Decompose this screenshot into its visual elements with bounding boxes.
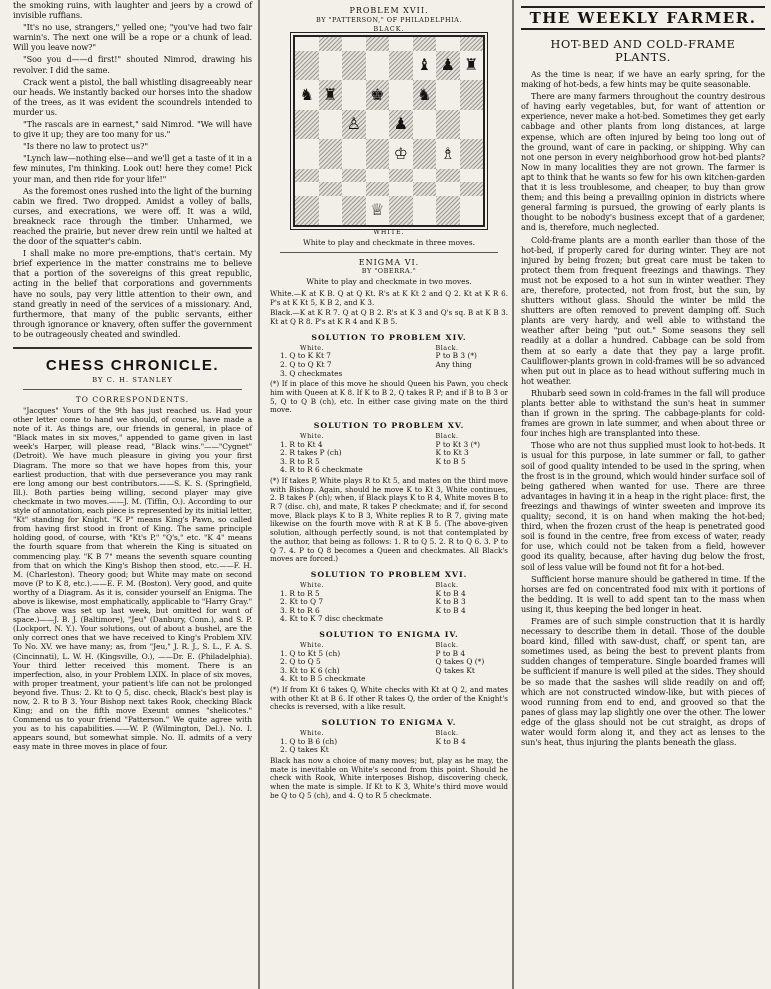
board-square: [413, 139, 437, 169]
story-paragraph: "Soo you d——d first!" shouted Nimrod, drawing his revolver. I did the same.: [13, 54, 252, 75]
board-square: [389, 110, 413, 140]
story-paragraph: Crack went a pistol, the ball whistling disagreeably near our heads. We instantly backed our horses into the shadow of the trees, as it was evident the scoundrels intended to murder us.: [13, 76, 252, 117]
chess-piece-icon: ♞: [299, 84, 314, 104]
chess-piece-icon: ♗: [440, 143, 455, 163]
board-square: [366, 51, 390, 81]
board-square: [366, 169, 390, 183]
board-square: [413, 80, 437, 110]
board-square: [342, 80, 366, 110]
move-row: [270, 675, 508, 684]
story-paragraph: I shall make no more pre-emptions, that's certain. My brief experience in the matter constrains me to believe that a portion of the sovereigns of this great republic, acting in the belief that corporations and governments have no souls, pay very little attention to their own, and stand greatly in need of the services of a missionary. And, furthermore, that many of the public servants, either through ignorance or knavery, often suffer the government to be outrageously cheated and swindled.: [13, 248, 252, 339]
board-caption: White to play and checkmate in three moves.: [303, 238, 475, 247]
black-move: [418, 675, 508, 684]
black-column-header: Black.: [435, 581, 459, 589]
board-square: [342, 139, 366, 169]
board-square: [460, 110, 484, 140]
story-paragraph: the smoking ruins, with laughter and jeers by a crowd of invisible ruffians.: [13, 0, 252, 21]
black-move: K to B 4: [435, 736, 466, 746]
board-square: [295, 139, 319, 169]
board-square: [436, 51, 460, 81]
board-square: [436, 169, 460, 183]
weekly-farmer-masthead: THE WEEKLY FARMER.: [521, 6, 765, 30]
board-square: [319, 182, 343, 196]
black-move: K to B 5: [435, 456, 466, 466]
white-move: 3. Q checkmates: [280, 368, 343, 378]
problem-byline: BY "PATTERSON," OF PHILADELPHIA.: [316, 16, 462, 24]
correspondents-heading: TO CORRESPONDENTS.: [75, 395, 190, 404]
solution-moves-table: [270, 344, 508, 378]
board-square: [389, 139, 413, 169]
article-paragraph: Those who are not thus supplied must look to hot-beds. It is usual for this purpose, in late summer or fall, to gather soil of good quality intended to be used in the spring, when the frost is in the ground, which would hinder surface soil of being gathered when wanted for use. There are three advantages in having it in a heap in the right place: first, the freezings and thawings of winter sweeten and improve its quality; second, it is on hand when making the hot-bed; third, when the frozen crust of the heap is penetrated good soil is found in the centre, free from excess of water, ready for use, which could not be taken from a field, however good its quality, because, after having dug below the frost, soil of less value will be found not fit for a hot-bed.: [521, 440, 765, 572]
article-body: [521, 69, 765, 747]
chess-byline: BY C. H. STANLEY: [92, 376, 173, 384]
article-paragraph: As the time is near, if we have an early spring, for the making of hot-beds, a few hints may be quite seasonable.: [521, 69, 765, 90]
white-move: 1. Q to K Kt 7: [280, 351, 331, 361]
black-move: P to Kt 3 (*): [435, 439, 480, 449]
board-square: [413, 182, 437, 196]
solution-title: SOLUTION TO ENIGMA V.: [321, 718, 457, 728]
chess-board: [293, 35, 485, 227]
white-move: 2. Q takes Kt: [280, 745, 329, 755]
board-square: [342, 169, 366, 183]
board-square: [366, 110, 390, 140]
solution-moves-table: [270, 581, 508, 624]
board-square: [413, 51, 437, 81]
chess-piece-icon: ♝: [417, 55, 432, 75]
chess-chronicle-title: CHESS CHRONICLE.: [45, 357, 220, 374]
solution-moves-table: [270, 641, 508, 684]
white-move: 3. Kt to K 6 (ch): [280, 665, 340, 675]
enigma-task: White to play and checkmate in two moves.: [306, 277, 472, 286]
article-paragraph: There are many farmers throughout the country desirous of having early vegetables, but, for want of attention or experience, never make a hot-bed. Sometimes they get early cabbage and other plants from long distances, at large expense, which are often injured by being too long out of the ground, want of care in packing, or shipping. Why can not one person in every neighborhood grow hot-bed plants? Now in many localities they are not grown. The farmer is apt to think that he wants so few for his own kitchen-garden that it is less troublesome, and cheaper, to buy than grow them; and this being a prevailing opinion in districts where general farming is pursued, the growing of early plants is thought to be nobody's business except that of a gardener, and is, therefore, much neglected.: [521, 91, 765, 233]
black-move: [418, 370, 508, 379]
story-paragraph: "The rascals are in earnest," said Nimrod. "We will have to give it up; they are too many for us.": [13, 119, 252, 140]
white-label: WHITE.: [373, 229, 405, 236]
correspondents-text: "Jacques" Yours of the 9th has just reached us. Had your other letter come to hand we should, of course, have made a note of it. As things are, our friends in general, in place of "Black mates in six moves," appended to game given in last week's Harper, will please read, "Black wins."——"Cygnet" (Detroit). We have much pleasure in giving you your first Diagram. The more so that we have hopes from this, your earliest production, that with due perseverance you may rank ere long among our best contributors.——S. K. S. (Springfield, Ill.). Both parties being willing, second player may give checkmate in two moves.——J. M. (Tiffin, O.). According to our style of annotation, each piece is represented by its initial letter, "Kt" standing for Knight. "K P" means King's Pawn, so called from having first stood in front of King. The same principle holding good, of course, with "Kt's P," "Q's," etc. "K 4" means the fourth square from that wherein the King is situated on commencing play. "K B 7" means the seventh square counting from that on which the King's Bishop then stood, etc.——F. H. M. (Charleston). Theory good; but White may mate on second move (P to K 8, etc.).——E. F. M. (Boston). Very good, and quite worthy of a Diagram. As it is, consider yourself an Enigma. The above is likewise, most emphatically, applicable to "Harry Gray." (The above was set up last week, but omitted for want of space.)——J. B. J. (Baltimore), "Jeu" (Danbury, Conn.), and S. P. (Lockport, N. Y.). Your solutions, out of about a bushel, are the only correct ones that we have received to King's Problem XIV. To No. XV. we have many; as, from "Jeu," J. R. J., S. L., F. A. S. (Cincinnati), L. W. H. (Kingsville, O.), ——Dr. E. (Philadelphia). Your third letter received this moment. There is an imperfection, also, in your Problem LXIX. In place of six moves, with proper treatment, your patient's life can not be prolonged beyond five. Thus: 2. Kt to Q 5, disc. check, Black's best play is now, 2. R to B 3. Your Bishop next takes Rook, checking Black King; and on the fifth move Exeunt omnes "shelicotes." Commend us to your friend "Patterson." We quite agree with you as to his capabilities.——W. P. (Wilmington, Del.). No. I. appears sound, but somewhat simple. No. II. admits of a very easy mate in three moves in place of four.: [13, 406, 252, 752]
white-move: 3. R to R 6: [280, 605, 320, 615]
black-move: P to B 4: [435, 648, 466, 658]
problem-title: PROBLEM XVII.: [349, 6, 429, 15]
board-square: [319, 51, 343, 81]
board-square: [342, 182, 366, 196]
board-square: [389, 196, 413, 226]
black-move: [418, 615, 508, 624]
white-move: 4. R to R 6 checkmate: [280, 465, 363, 475]
board-square: [413, 169, 437, 183]
board-square: [460, 196, 484, 226]
white-move: 1. R to R 5: [280, 588, 320, 598]
move-row: [270, 466, 508, 475]
board-square: [342, 110, 366, 140]
chess-piece-icon: ♔: [393, 143, 408, 163]
black-move: K to B 3: [435, 597, 466, 607]
enigma-title: ENIGMA VI.: [358, 258, 420, 267]
white-move: 4. Kt to K 7 disc checkmate: [280, 614, 383, 624]
solution-note: (*) If in place of this move he should Queen his Pawn, you check him with Queen at K 8. If K to B 2, Q takes R P; and if B to B 3 or 5, Q to Q B (ch), etc. In either case giving mate on the third move.: [270, 379, 508, 415]
solution-title: SOLUTION TO ENIGMA IV.: [319, 629, 459, 639]
chess-piece-icon: ♟: [393, 114, 408, 134]
short-divider: [280, 252, 498, 253]
white-move: 3. R to R 5: [280, 456, 320, 466]
black-column-header: Black.: [435, 640, 459, 649]
article-paragraph: Cold-frame plants are a month earlier than those of the hot-bed, if properly cared for during winter. They are not injured by being frozen; but great care must be taken to protect them from frequent freezings and thawings. They must not be exposed to a hot sun in winter weather. They are, therefore, protected, not from frost, but the sun, by shutters without glass. Should the winter be mild the shutters are often removed to prevent damping off. Such plants are very hardy, and well able to withstand the weather after being "put out." Some seasons they sell readily at a dollar a hundred. Cabbage can be sold from them at so early a date that they pay a large profit. Cauliflower-plants grown in cold-frames will be so advanced when put out in place as to head without suffering much in hot weather.: [521, 234, 765, 386]
board-square: [436, 37, 460, 51]
board-square: [366, 80, 390, 110]
article-title: HOT-BED AND COLD-FRAME PLANTS.: [550, 38, 736, 64]
solution-note: (*) If from Kt 6 takes Q, White checks with Kt at Q 2, and mates with other Kt at B 6. If other R takes Q, the order of the Knight's checks is reversed, with a like result.: [270, 684, 508, 712]
board-square: [436, 196, 460, 226]
white-move: 2. Q to Q 5: [280, 657, 321, 667]
board-square: [366, 196, 390, 226]
board-square: [295, 80, 319, 110]
board-square: [295, 51, 319, 81]
board-square: [295, 196, 319, 226]
board-square: [366, 37, 390, 51]
article-paragraph: Rhubarb seed sown in cold-frames in the fall will produce plants better able to withstand the sun's heat in summer than if grown in the spring. The cabbage-plants for cold-frames are grown in late summer, and when about three or four inches high are transplanted into these.: [521, 387, 765, 439]
story-paragraph: "Is there no law to protect us?": [23, 141, 148, 152]
section-divider: [13, 347, 252, 349]
enigma-black-position: Black.—K at K R 7. Q at Q B 2. R's at K 3 and Q's sq. B at K B 3. Kt at Q R 8. P's at K R 4 and K B 5.: [270, 308, 508, 327]
white-move: 4. Kt to B 5 checkmate: [280, 674, 366, 684]
solution-moves-table: [270, 432, 508, 475]
board-square: [319, 169, 343, 183]
short-divider: [23, 389, 242, 390]
white-move: 1. R to Kt 4: [280, 439, 323, 449]
board-square: [460, 37, 484, 51]
move-row: [270, 746, 508, 755]
black-move: [418, 746, 508, 755]
black-move: Q takes Kt: [435, 665, 475, 675]
move-row: [270, 370, 508, 379]
board-square: [413, 196, 437, 226]
black-label: BLACK.: [373, 26, 405, 33]
right-column: [515, 0, 771, 989]
correspondents-section: [13, 406, 252, 752]
column-rule: [512, 0, 514, 989]
board-square: [319, 110, 343, 140]
white-column-header: White.: [300, 432, 325, 440]
board-square: [460, 182, 484, 196]
story-paragraph: "Lynch law—nothing else—and we'll get a taste of it in a few minutes, I'm thinking. Look out! here they come! Pick your man, and then ride for your life!": [13, 153, 252, 184]
white-move: 2. R takes P (ch): [280, 448, 342, 458]
solution-title: SOLUTION TO PROBLEM XVI.: [310, 570, 468, 579]
column-rule: [258, 0, 260, 989]
enigma-byline: BY "OBERRA.": [361, 267, 417, 275]
solution-moves-table: [270, 729, 508, 755]
article-paragraph: Frames are of such simple construction that it is hardly necessary to describe them in detail. Those of the double board kind, filled with saw-dust, chaff, or spent tan, are sometimes used, as being the best to prevent plants from sudden changes of temperature. Single boarded frames will be sufficient if manure is well piled at the sides. They should be so made that the sashes will slide readily on and off; which are not constructed window-like, but with pieces of wood running from end to end, and grooved so that the panes of glass may lap slightly one over the other. The lower edge of the glass should not be cut straight, as drops of water would form along it, and they act as lenses to the sun's heat, thus injuring the plants beneath the glass.: [521, 615, 765, 748]
board-square: [436, 110, 460, 140]
board-square: [319, 139, 343, 169]
board-square: [319, 80, 343, 110]
story-paragraph: "It's no use, strangers," yelled one; "you've had two fair warnin's. The next one will be a rope or a chunk of lead. Will you leave now?": [13, 22, 252, 53]
board-square: [460, 80, 484, 110]
white-column-header: White.: [300, 729, 325, 738]
board-square: [389, 182, 413, 196]
board-square: [366, 139, 390, 169]
chess-piece-icon: ♟: [440, 55, 455, 75]
board-square: [436, 80, 460, 110]
board-square: [436, 182, 460, 196]
white-move: 1. Q to B 6 (ch): [280, 736, 338, 746]
black-move: Any thing: [435, 360, 472, 369]
black-move: K to Kt 3: [435, 448, 469, 458]
black-column-header: Black.: [435, 729, 459, 738]
board-square: [436, 139, 460, 169]
black-move: K to B 4: [435, 605, 466, 615]
white-column-header: White.: [300, 581, 325, 589]
white-move: 2. Kt to Q 7: [280, 597, 324, 607]
white-column-header: White.: [300, 343, 325, 352]
board-square: [319, 196, 343, 226]
chess-piece-icon: ♕: [370, 200, 385, 220]
black-move: P to B 3 (*): [435, 351, 477, 361]
white-move: 2. Q to Q Kt 7: [280, 360, 332, 369]
chess-piece-icon: ♞: [417, 84, 432, 104]
black-move: [418, 466, 508, 475]
board-square: [342, 51, 366, 81]
middle-column: [262, 0, 512, 989]
story-section: [13, 0, 252, 339]
board-square: [460, 139, 484, 169]
board-square: [389, 80, 413, 110]
solution-note: Black has now a choice of many moves; but, play as he may, the mate is inevitable on White's second from this point. Should he check with Rook, White interposes Bishop, discovering check, when the mate is simple. If Kt to K 3, White's third move would be Q to Q 5 (ch), and 4. Q to R 5 checkmate.: [270, 755, 508, 800]
story-paragraph: As the foremost ones rushed into the light of the burning cabin we fired. Two dropped. Amidst a volley of balls, curses, and execrations, we were off. It was a wild, breakneck race through the timber. Unharmed, we reached the prairie, but never drew rein until we halted at the door of the squatter's cabin.: [13, 185, 252, 247]
board-square: [460, 169, 484, 183]
board-square: [295, 37, 319, 51]
chess-piece-icon: ♚: [370, 84, 385, 104]
board-square: [342, 196, 366, 226]
black-move: Q takes Q (*): [435, 657, 485, 667]
black-move: K to B 4: [435, 588, 466, 598]
board-square: [413, 110, 437, 140]
left-column: [3, 0, 256, 989]
board-square: [295, 110, 319, 140]
board-square: [295, 169, 319, 183]
board-square: [366, 182, 390, 196]
solution-note: (*) If takes P, White plays R to Kt 5, and mates on the third move with Bishop. Again, should he move K to Kt 3, White continues, 2. B takes P (ch); when, if Black plays K to R 4, White moves B to R 7 (disc. ch), and mate, R takes P checkmate; and if, for second move, Black plays K to B 3, White replies R to R 7, giving mate likewise on the fourth move with R at K B 5. (The above-given solution, although perfectly sound, is not that contemplated by the author, that being as follows: 1. R to Q 5. 2. R to Q 6. 3. P to Q 7. 4. P to Q 8 becomes a Queen and checkmates. All Black's moves are forced.): [270, 475, 508, 564]
board-square: [460, 51, 484, 81]
solutions-list: [270, 333, 508, 801]
board-square: [342, 37, 366, 51]
white-column-header: White.: [300, 640, 325, 649]
solution-title: SOLUTION TO PROBLEM XIV.: [311, 332, 467, 342]
board-square: [389, 169, 413, 183]
enigma-white-position: White.—K at K B. Q at Q Kt. R's at K Kt 2 and Q 2. Kt at K R 6. P's at K Kt 5, K B 2, and K 3.: [270, 289, 508, 307]
move-row: [270, 615, 508, 624]
board-square: [413, 37, 437, 51]
solution-title: SOLUTION TO PROBLEM XV.: [313, 421, 465, 430]
board-square: [389, 51, 413, 81]
black-column-header: Black.: [435, 432, 459, 440]
chess-piece-icon: ♙: [346, 114, 361, 134]
board-square: [389, 37, 413, 51]
chess-piece-icon: ♜: [323, 84, 338, 104]
board-square: [295, 182, 319, 196]
article-paragraph: Sufficient horse manure should be gathered in time. If the horses are fed on concentrated food mix with it portions of the bedding. It is well to add spent tan to the mass when using it, thus keeping the bed longer in heat.: [521, 573, 765, 614]
chess-piece-icon: ♜: [464, 55, 479, 75]
black-column-header: Black.: [435, 343, 459, 352]
board-square: [319, 37, 343, 51]
white-move: 1. Q to Kt 5 (ch): [280, 648, 341, 658]
